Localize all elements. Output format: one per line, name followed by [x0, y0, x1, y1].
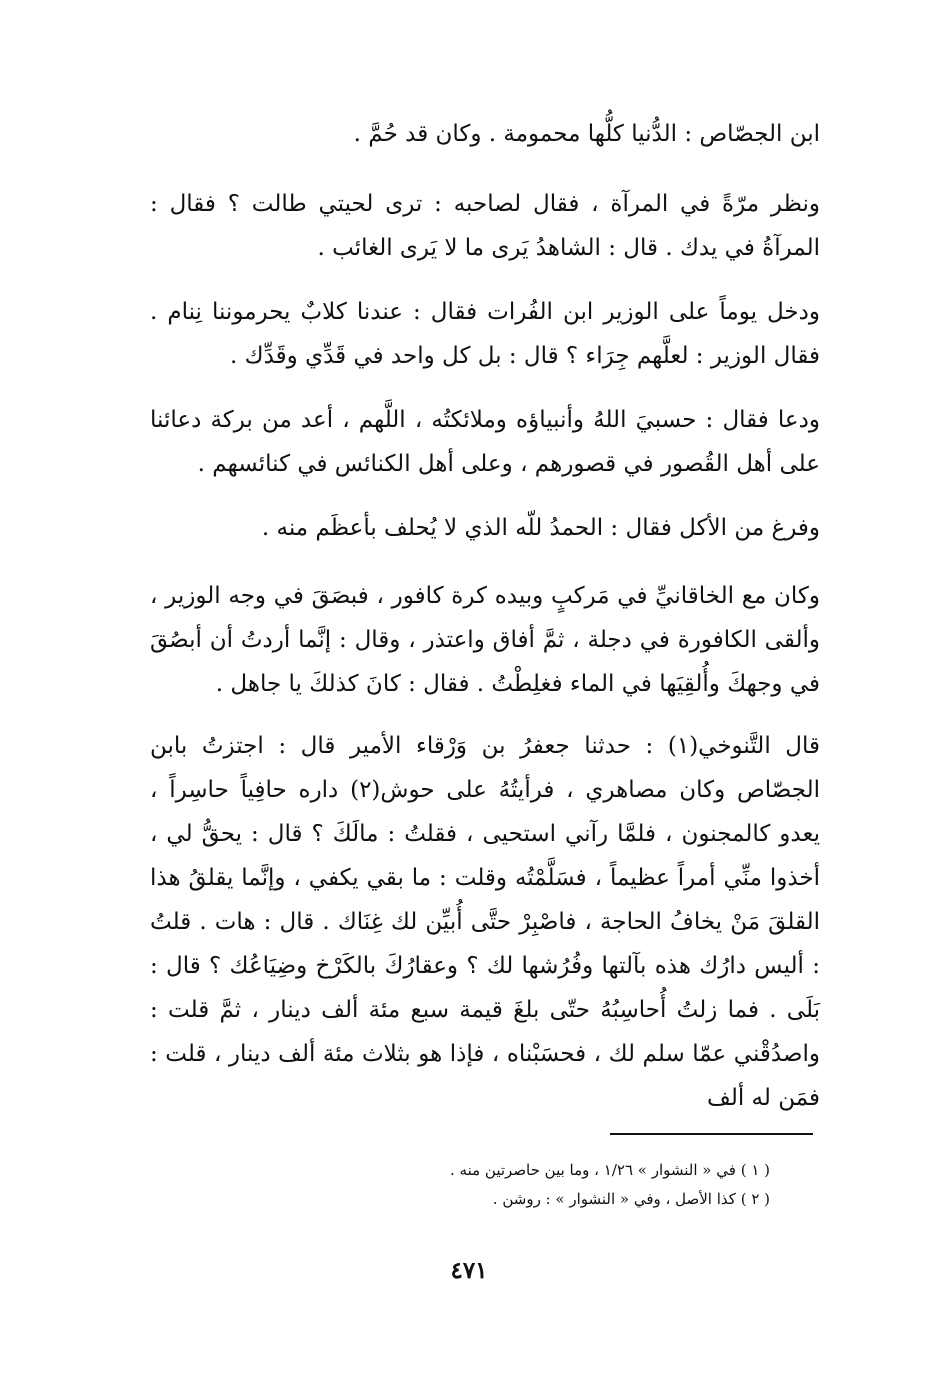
page-number: ٤٧١	[450, 1257, 488, 1284]
footnote-1: ( ١ ) في « النشوار » ١/٢٦ ، وما بين حاصرتين منه .	[450, 1161, 770, 1179]
paragraph-3: ودخل يوماً على الوزير ابن الفُرات فقال : عندنا كلابٌ يحرموننا نِنام . فقال الوزير : لعلَّهم جِرَاء ؟ قال : بل كل واحد في قَدِّي وقَدِّك .	[150, 299, 820, 369]
paragraph-7: قال التَّنوخي(١) : حدثنا جعفرُ بن وَرْقاء الأمير قال : اجتزتُ بابن الجصّاص وكان مصاهري ، فرأيتُهُ على حوش(٢) داره حافِياً حاسِراً ، يعدو كالمجنون ، فلمَّا رآني استحيى ، فقلتُ : مالَكَ ؟ قال : يحقُّ لي ، أخذوا منِّي أمراً عظيماً ، فسَلَّمْتُه وقلت : ما بقي يكفي ، وإنَّما يقلقُ هذا القلقَ مَنْ يخافُ الحاجة ، فاصْبِرْ حتَّى أُبيِّن لك غِنَاك . قال : هات . قلتُ : أليس دارُك هذه بآلتها وفُرُشها لك ؟ وعقارُكَ بالكَرْخ وضِيَاعُك ؟ قال : بَلَى . فما زلتُ أُحاسِبُهُ حتّى بلغَ قيمة سبع مئة ألف دينار ، ثمَّ قلت : واصدُقْني عمّا سلم لك ، فحسَبْناه ، فإذا هو بثلاث مئة ألف دينار ، قلت : فمَن له ألف	[150, 733, 820, 1111]
paragraph-2: ونظر مرّةً في المرآة ، فقال لصاحبه : ترى لحيتي طالت ؟ فقال : المرآةُ في يدك . قال : الشاهدُ يَرى ما لا يَرى الغائب .	[150, 191, 820, 261]
main-text-block	[150, 506, 820, 550]
main-text-block	[150, 724, 820, 1120]
main-text-block	[150, 182, 820, 270]
main-text-block	[150, 398, 820, 486]
footnote-2: ( ٢ ) كذا الأصل ، وفي « النشوار » : روشن .	[492, 1190, 770, 1208]
paragraph-1: ابن الجصّاص : الدُّنيا كلُّها محمومة . وكان قد حُمَّ .	[353, 121, 820, 147]
paragraph-6: وكان مع الخاقانيِّ في مَركبٍ وبيده كرة كافور ، فبصَقَ في وجه الوزير ، وألقى الكافورة في دجلة ، ثمَّ أفاق واعتذر ، وقال : إنَّما أردتُ أن أبصُقَ في وجهكَ وأُلقِيَها في الماء فغلِطْتُ . فقال : كانَ كذلكَ يا جاهل .	[150, 583, 820, 697]
main-text-block	[150, 290, 820, 378]
paragraph-4: ودعا فقال : حسبيَ اللهُ وأنبياؤه وملائكتُه ، اللَّهم ، أعد من بركة دعائنا على أهل القُصور في قصورهم ، وعلى أهل الكنائس في كنائسهم .	[150, 407, 820, 477]
footnotes	[300, 1156, 770, 1214]
paragraph-5: وفرغ من الأكل فقال : الحمدُ للّه الذي لا يُحلف بأعظَم منه .	[261, 515, 820, 541]
main-text-block	[150, 112, 820, 156]
footnote-separator	[610, 1133, 813, 1135]
main-text-block	[150, 574, 820, 706]
